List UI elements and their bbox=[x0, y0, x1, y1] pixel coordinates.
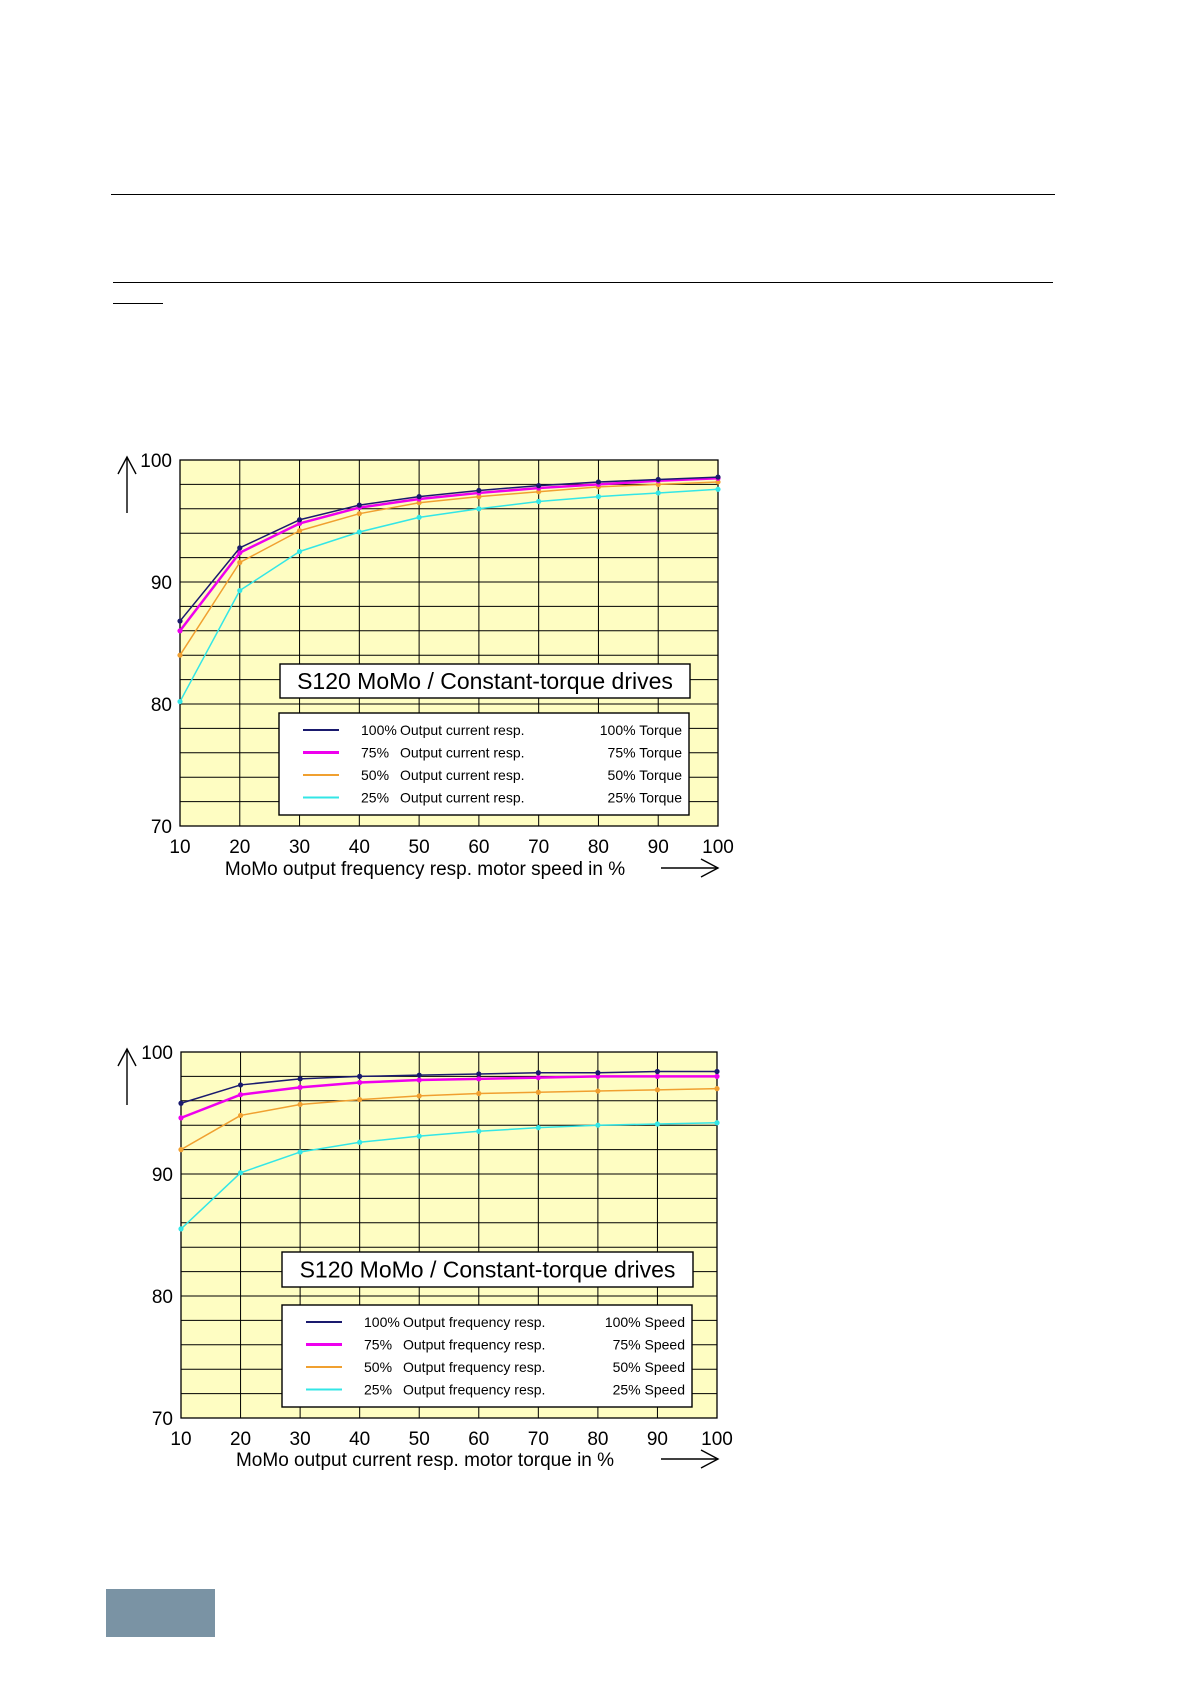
chart-title: S120 MoMo / Constant-torque drives bbox=[299, 1256, 676, 1283]
x-tick-label: 60 bbox=[468, 837, 490, 858]
legend-reference: 50% Speed bbox=[612, 1359, 685, 1375]
x-tick-label: 10 bbox=[169, 837, 191, 858]
data-point bbox=[714, 1069, 719, 1074]
legend-reference: 25% Torque bbox=[607, 789, 682, 806]
y-tick-label: 70 bbox=[151, 1409, 173, 1430]
y-tick-label: 90 bbox=[150, 573, 172, 594]
data-point bbox=[655, 1069, 660, 1074]
legend-reference: 75% Speed bbox=[612, 1336, 685, 1353]
data-point bbox=[178, 1101, 183, 1106]
legend-percent: 25% bbox=[364, 1381, 393, 1398]
legend-quantity: Output current resp. bbox=[400, 767, 525, 783]
data-point bbox=[238, 1170, 243, 1175]
data-point bbox=[476, 1076, 481, 1081]
x-tick-label: 40 bbox=[348, 837, 370, 858]
data-point bbox=[536, 1125, 541, 1130]
legend-reference: 100% Torque bbox=[599, 722, 682, 738]
legend-percent: 75% bbox=[361, 744, 390, 761]
data-point bbox=[655, 1087, 660, 1092]
x-tick-label: 40 bbox=[349, 1429, 371, 1450]
legend-quantity: Output frequency resp. bbox=[403, 1336, 546, 1353]
y-tick-label: 80 bbox=[150, 695, 172, 716]
data-point bbox=[238, 1113, 243, 1118]
x-tick-label: 50 bbox=[408, 837, 430, 858]
data-point bbox=[417, 1077, 422, 1082]
y-tick-label: 70 bbox=[150, 817, 172, 838]
x-tick-label: 70 bbox=[527, 1429, 549, 1450]
y-tick-label: 100 bbox=[140, 451, 172, 472]
data-point bbox=[595, 1123, 600, 1128]
legend-percent: 50% bbox=[364, 1359, 393, 1375]
x-tick-label: 20 bbox=[229, 837, 251, 858]
legend-reference: 75% Torque bbox=[607, 744, 682, 761]
data-point bbox=[298, 1149, 303, 1154]
chart-title: S120 MoMo / Constant-torque drives bbox=[297, 668, 673, 694]
x-tick-label: 70 bbox=[528, 837, 550, 858]
data-point bbox=[357, 1140, 362, 1145]
data-point bbox=[714, 1074, 719, 1079]
legend-quantity: Output frequency resp. bbox=[403, 1359, 546, 1375]
data-point bbox=[417, 1134, 422, 1139]
x-tick-label: 20 bbox=[229, 1429, 252, 1450]
data-point bbox=[714, 1086, 719, 1091]
data-point bbox=[298, 1076, 303, 1081]
legend-quantity: Output current resp. bbox=[400, 722, 525, 738]
data-point bbox=[476, 1071, 481, 1076]
legend-quantity: Output frequency resp. bbox=[403, 1381, 546, 1398]
data-point bbox=[595, 1070, 600, 1075]
x-tick-label: 10 bbox=[170, 1429, 192, 1450]
legend-percent: 75% bbox=[364, 1336, 393, 1353]
data-point bbox=[298, 1085, 303, 1090]
data-point bbox=[298, 1102, 303, 1107]
x-tick-label: 50 bbox=[408, 1429, 430, 1450]
data-point bbox=[357, 1097, 362, 1102]
legend-reference: 50% Torque bbox=[607, 767, 682, 783]
x-tick-label: 80 bbox=[587, 1429, 609, 1450]
legend-percent: 100% bbox=[361, 722, 397, 738]
x-tick-label: 90 bbox=[647, 837, 669, 858]
data-point bbox=[536, 1090, 541, 1095]
x-tick-label: 100 bbox=[702, 837, 734, 858]
data-point bbox=[238, 1092, 243, 1097]
legend-reference: 25% Speed bbox=[612, 1381, 685, 1398]
x-tick-label: 30 bbox=[289, 1429, 311, 1450]
data-point bbox=[476, 1091, 481, 1096]
data-point bbox=[655, 1121, 660, 1126]
data-point bbox=[417, 1093, 422, 1098]
x-tick-label: 60 bbox=[468, 1429, 490, 1450]
legend-quantity: Output current resp. bbox=[400, 744, 525, 761]
legend-reference: 100% Speed bbox=[604, 1314, 685, 1330]
data-point bbox=[417, 1073, 422, 1078]
x-tick-label: 80 bbox=[587, 837, 610, 858]
x-tick-label: 100 bbox=[701, 1429, 733, 1450]
x-tick-label: 30 bbox=[288, 837, 311, 858]
legend-quantity: Output current resp. bbox=[400, 789, 525, 806]
x-tick-label: 90 bbox=[646, 1429, 669, 1450]
y-tick-label: 80 bbox=[151, 1287, 173, 1308]
data-point bbox=[357, 1080, 362, 1085]
data-point bbox=[357, 1074, 362, 1079]
x-axis-label: MoMo output frequency resp. motor speed in % bbox=[224, 859, 626, 880]
page-number-tab bbox=[106, 1589, 215, 1637]
legend-percent: 100% bbox=[364, 1314, 400, 1330]
legend-percent: 25% bbox=[361, 789, 390, 806]
data-point bbox=[178, 1226, 183, 1231]
data-point bbox=[238, 1082, 243, 1087]
x-axis-label: MoMo output current resp. motor torque in % bbox=[235, 1450, 615, 1471]
legend-percent: 50% bbox=[361, 767, 390, 783]
data-point bbox=[476, 1129, 481, 1134]
data-point bbox=[536, 1075, 541, 1080]
legend-quantity: Output frequency resp. bbox=[403, 1314, 546, 1330]
data-point bbox=[536, 1070, 541, 1075]
data-point bbox=[655, 1074, 660, 1079]
data-point bbox=[595, 1088, 600, 1093]
data-point bbox=[178, 1147, 183, 1152]
y-tick-label: 100 bbox=[141, 1043, 173, 1064]
y-tick-label: 90 bbox=[151, 1165, 173, 1186]
data-point bbox=[714, 1120, 719, 1125]
data-point bbox=[178, 1115, 183, 1120]
